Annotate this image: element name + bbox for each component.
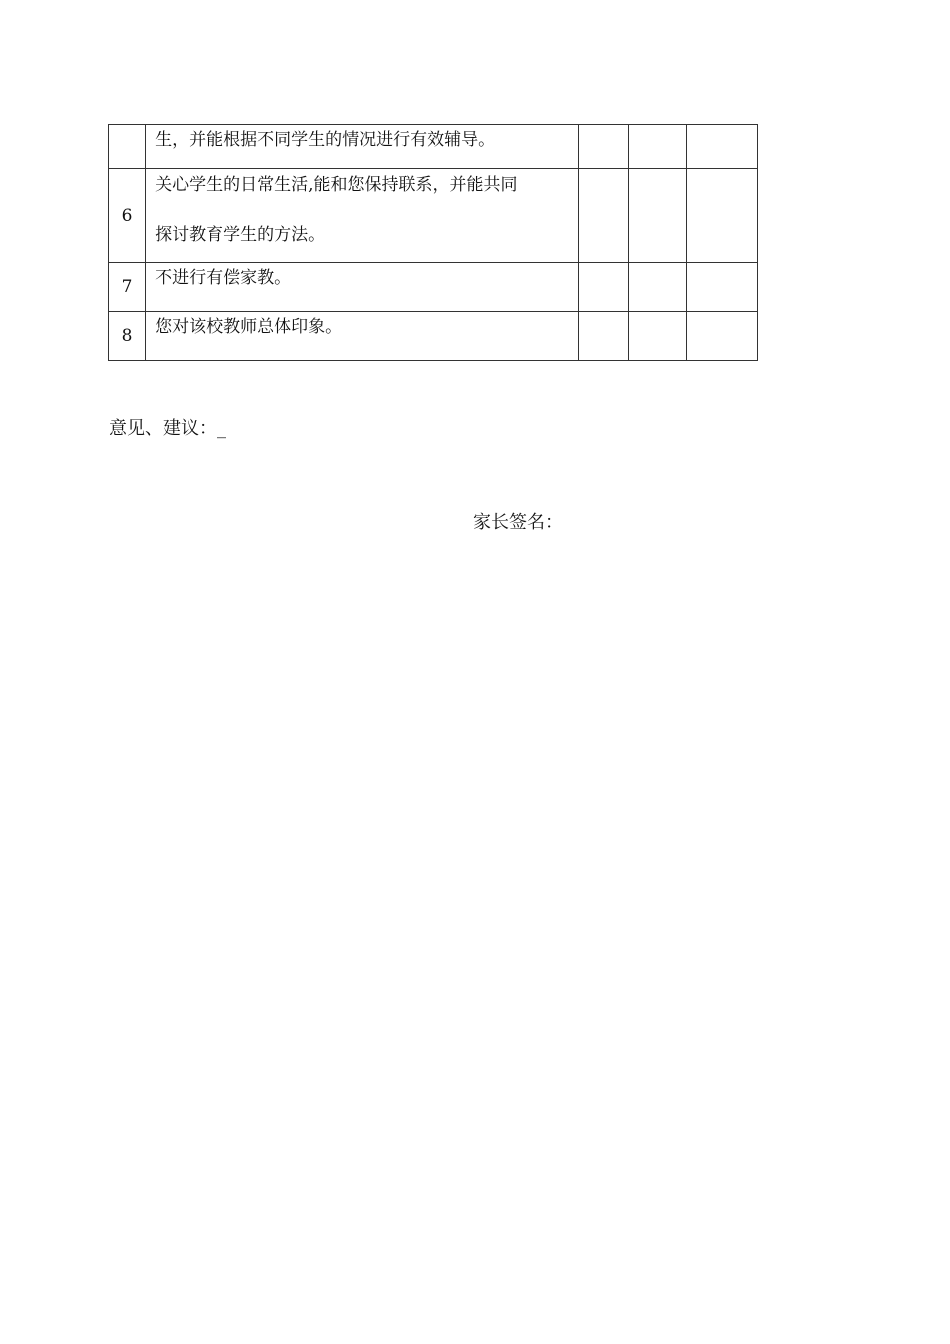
row-text xyxy=(146,125,579,169)
rating-cell[interactable] xyxy=(686,169,757,263)
rating-cell[interactable] xyxy=(579,263,629,312)
row-text-line: 关心学生的日常生活,能和您保持联系，并能共同 xyxy=(155,175,518,195)
rating-cell[interactable] xyxy=(686,125,757,169)
row-text-line: 探讨教育学生的方法。 xyxy=(155,225,326,245)
table-row xyxy=(109,312,758,361)
suggestions-label: 意见、建议：_ xyxy=(109,418,226,439)
parent-signature-label: 家长签名： xyxy=(473,512,563,533)
evaluation-table xyxy=(108,124,758,361)
row-text xyxy=(146,169,579,263)
row-text-line: 生，并能根据不同学生的情况进行有效辅导。 xyxy=(155,130,496,150)
row-number: 6 xyxy=(109,169,146,263)
row-number: 7 xyxy=(109,263,146,312)
row-text xyxy=(146,263,579,312)
rating-cell[interactable] xyxy=(686,312,757,361)
rating-cell[interactable] xyxy=(579,312,629,361)
rating-cell[interactable] xyxy=(629,312,686,361)
rating-cell[interactable] xyxy=(686,263,757,312)
rating-cell[interactable] xyxy=(629,125,686,169)
rating-cell[interactable] xyxy=(579,125,629,169)
row-text-line: 您对该校教师总体印象。 xyxy=(155,317,343,337)
rating-cell[interactable] xyxy=(629,263,686,312)
rating-cell[interactable] xyxy=(579,169,629,263)
table-row xyxy=(109,125,758,169)
row-number xyxy=(109,125,146,169)
row-text xyxy=(146,312,579,361)
table-row xyxy=(109,263,758,312)
table-row xyxy=(109,169,758,263)
row-number: 8 xyxy=(109,312,146,361)
row-text-line: 不进行有偿家教。 xyxy=(155,268,292,288)
rating-cell[interactable] xyxy=(629,169,686,263)
